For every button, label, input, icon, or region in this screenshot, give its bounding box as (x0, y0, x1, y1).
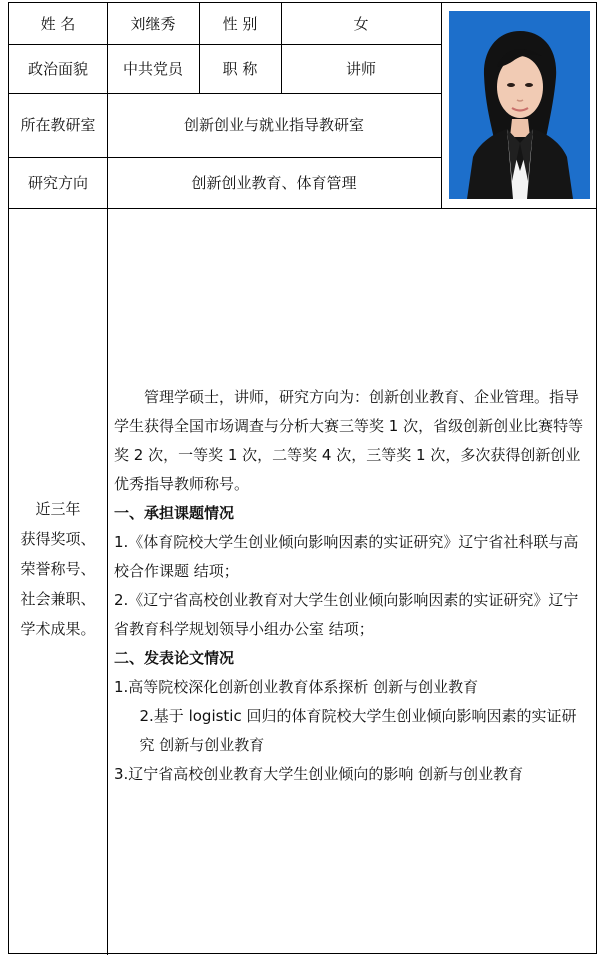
grid-line (9, 208, 596, 209)
profile-table (8, 2, 597, 954)
paper-section-title: 二、发表论文情况 (114, 649, 235, 667)
political-value: 中共党员 (122, 59, 183, 78)
political-label: 政治面貌 (27, 59, 88, 78)
department-label: 所在教研室 (20, 116, 96, 134)
paper-item: 2.基于 logistic 回归的体育院校大学生创业倾向影响因素的实证研究 创新与创业教育 (139, 707, 577, 754)
title-label: 职 称 (222, 59, 258, 78)
name-value: 刘继秀 (130, 14, 176, 33)
name-label: 姓 名 (40, 14, 76, 33)
department-value: 创新创业与就业指导教研室 (183, 116, 364, 134)
portrait-image (449, 11, 590, 199)
achievement-label-line: 社会兼职、 (20, 590, 96, 608)
neck-shape (510, 119, 530, 137)
gender-value: 女 (353, 14, 369, 33)
achievement-label-line: 近三年 (35, 500, 81, 518)
achievement-intro: 管理学硕士，讲师，研究方向为：创新创业教育、企业管理。指导学生获得全国市场调查与分析大赛三等奖 1 次，省级创新创业比赛特等奖 2 次，一等奖 1 次，二等奖 4 次，三等奖 1 次，多次获得创新创业优秀指导教师称号。 (114, 388, 584, 493)
profile-photo (449, 11, 590, 199)
project-item: 1.《体育院校大学生创业倾向影响因素的实证研究》辽宁省社科联与高校合作课题 结项； (114, 533, 579, 580)
grid-line (441, 3, 442, 208)
achievement-label-line: 学术成果。 (20, 620, 96, 638)
achievement-label (9, 494, 107, 644)
gender-label: 性 别 (222, 14, 258, 33)
project-section-title: 一、承担课题情况 (114, 504, 235, 522)
achievement-content (107, 383, 596, 789)
right-eye (525, 83, 533, 87)
achievement-label-line: 荣誉称号、 (20, 560, 96, 578)
title-value: 讲师 (345, 59, 376, 78)
paper-item: 3.辽宁省高校创业教育大学生创业倾向的影响 创新与创业教育 (114, 765, 524, 783)
paper-item: 1.高等院校深化创新创业教育体系探析 创新与创业教育 (114, 678, 479, 696)
left-eye (507, 83, 515, 87)
achievement-label-line: 获得奖项、 (20, 530, 96, 548)
research-label: 研究方向 (27, 173, 88, 192)
research-value: 创新创业教育、体育管理 (191, 173, 357, 192)
project-item: 2.《辽宁省高校创业教育对大学生创业倾向影响因素的实证研究》辽宁省教育科学规划领导小组办公室 结项； (114, 591, 579, 638)
